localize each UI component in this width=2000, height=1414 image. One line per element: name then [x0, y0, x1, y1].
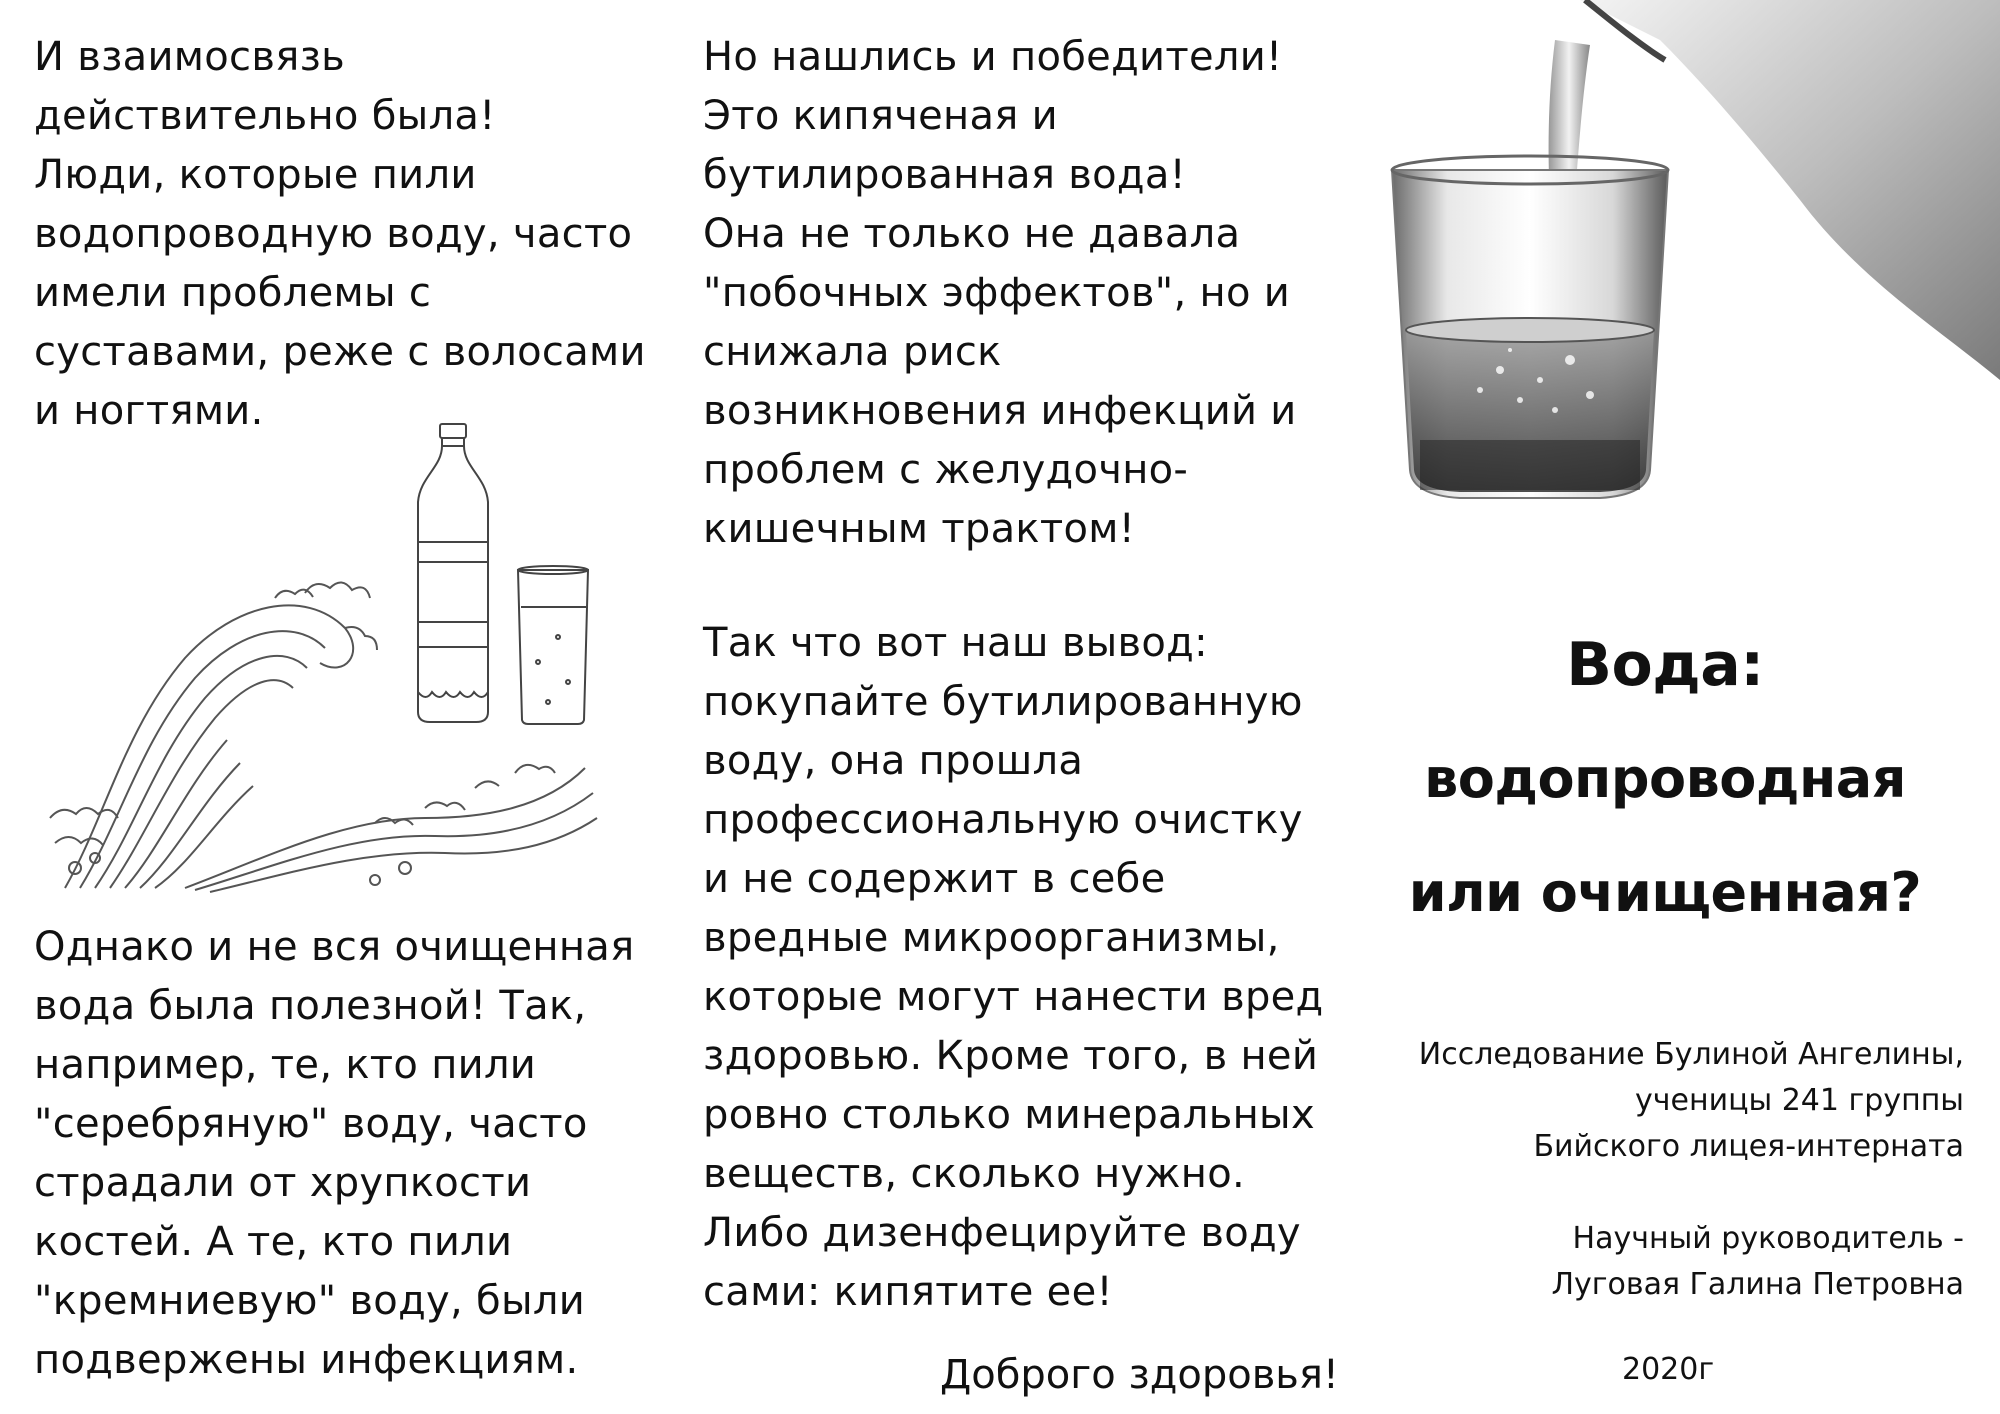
text-line: кишечным трактом! — [703, 506, 1136, 552]
author-line: Бийского лицея-интерната — [1533, 1129, 1964, 1164]
text-line: "кремниевую" воду, были — [34, 1278, 586, 1324]
text-line: Люди, которые пили — [34, 152, 477, 198]
text-line: И взаимосвязь — [34, 34, 346, 80]
brochure-title — [1385, 608, 1945, 950]
text-line: суставами, реже с волосами — [34, 329, 646, 375]
text-line: Либо дизенфецируйте воду — [703, 1210, 1301, 1256]
title-line: или очищенная? — [1408, 861, 1922, 924]
bottle-glass-icon — [408, 422, 598, 727]
spacer — [1419, 1170, 1964, 1216]
text-line: сами: кипятите ее! — [703, 1269, 1113, 1315]
column1-bottom-paragraph — [34, 918, 634, 1390]
text-line: "серебряную" воду, часто — [34, 1101, 588, 1147]
text-line: Она не только не давала — [703, 211, 1241, 257]
text-line: и не содержит в себе — [703, 856, 1166, 902]
text-line: например, те, кто пили — [34, 1042, 537, 1088]
supervisor-line: Луговая Галина Петровна — [1551, 1267, 1964, 1302]
text-line: которые могут нанести вред — [703, 974, 1324, 1020]
text-line: подвержены инфекциям. — [34, 1337, 579, 1383]
text-line: бутилированная вода! — [703, 152, 1186, 198]
title-line: водопроводная — [1424, 747, 1906, 810]
author-line: ученицы 241 группы — [1635, 1083, 1964, 1118]
farewell-text: Доброго здоровья! — [940, 1352, 1339, 1398]
text-line: покупайте бутилированную — [703, 679, 1303, 725]
column2-top-paragraph — [703, 28, 1297, 559]
text-line: водопроводную воду, часто — [34, 211, 633, 257]
text-line: веществ, сколько нужно. — [703, 1151, 1245, 1197]
title-line: Вода: — [1566, 630, 1764, 700]
text-line: имели проблемы с — [34, 270, 432, 316]
text-line: воду, она прошла — [703, 738, 1084, 784]
text-line: снижала риск — [703, 329, 1002, 375]
text-line: действительно была! — [34, 93, 496, 139]
text-line: возникновения инфекций и — [703, 388, 1297, 434]
text-line: Так что вот наш вывод: — [703, 620, 1208, 666]
text-line: вода была полезной! Так, — [34, 983, 587, 1029]
text-line: "побочных эффектов", но и — [703, 270, 1291, 316]
text-line: страдали от хрупкости — [34, 1160, 532, 1206]
text-line: здоровью. Кроме того, в ней — [703, 1033, 1319, 1079]
text-line: профессиональную очистку — [703, 797, 1303, 843]
author-line: Исследование Булиной Ангелины, — [1418, 1037, 1964, 1072]
water-pouring-photo — [1380, 0, 2000, 510]
year-text: 2020г — [1622, 1352, 1715, 1387]
column1-top-paragraph — [34, 28, 646, 441]
text-line: проблем с желудочно- — [703, 447, 1189, 493]
author-block — [1419, 1032, 1964, 1308]
text-line: костей. А те, кто пили — [34, 1219, 513, 1265]
column2-bottom-paragraph — [703, 614, 1324, 1322]
text-line: Но нашлись и победители! — [703, 34, 1283, 80]
text-line: вредные микроорганизмы, — [703, 915, 1280, 961]
text-line: и ногтями. — [34, 388, 264, 434]
supervisor-line: Научный руководитель - — [1572, 1221, 1964, 1256]
text-line: Однако и не вся очищенная — [34, 924, 635, 970]
text-line: Это кипяченая и — [703, 93, 1058, 139]
text-line: ровно столько минеральных — [703, 1092, 1315, 1138]
